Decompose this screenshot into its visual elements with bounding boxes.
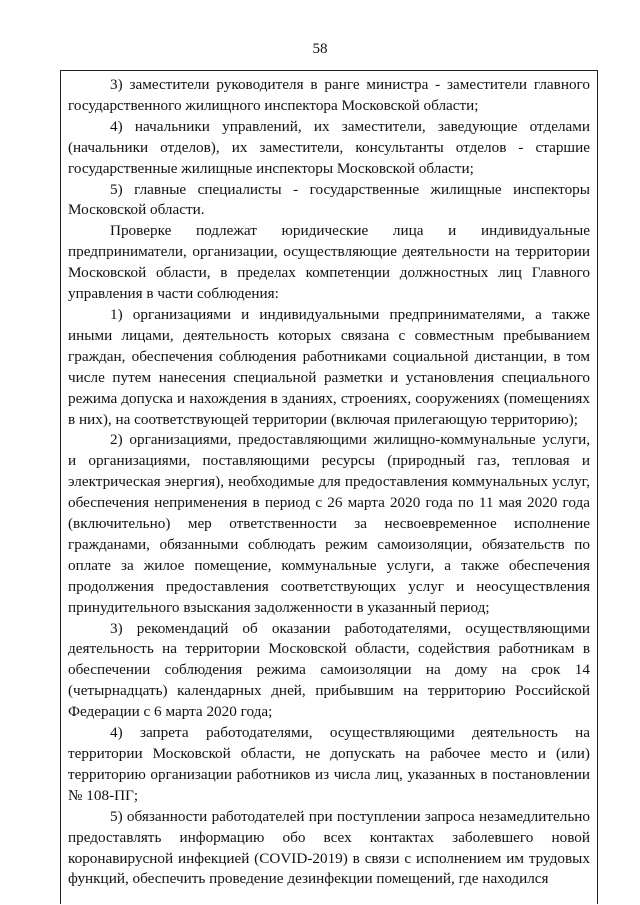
paragraph-item-1-social-distance: 1) организациями и индивидуальными предпринимателями, а также иными лицами, деятельность которых связана с совместным пребыванием граждан, обеспечения соблюдения работниками социальной дистанции, в том числе путем нанесения специальной разметки и установления специального режима допуска и нахождения в зданиях, строениях, сооружениях (помещениях в них), на соответствующей территории (включая прилегающую территорию);: [68, 305, 590, 428]
page-number: 58: [312, 41, 328, 57]
paragraph-chief-specialists: 5) главные специалисты - государственные жилищные инспекторы Московской области.: [68, 180, 590, 219]
paragraph-item-3-self-isolation: 3) рекомендаций об оказании работодателями, осуществляющими деятельность на территории Московской области, содействия работникам в обеспечении соблюдения режима самоизоляции на дому на срок 14 (четырнадцать) календарных дней, прибывшим на территорию Российской Федерации с 6 марта 2020 года;: [68, 619, 590, 721]
paragraph-department-heads: 4) начальники управлений, их заместители, заведующие отделами (начальники отделов), их заместители, консультанты отделов - старшие государственные жилищные инспекторы Московской области;: [68, 117, 590, 177]
paragraph-item-5-employer-duties: 5) обязанности работодателей при поступлении запроса незамедлительно предоставлять информацию обо всех контактах заболевшего новой коронавирусной инфекцией (COVID-2019) в связи с исполнением им трудовых функций, обеспечить проведение дезинфекции помещений, где находился: [68, 807, 590, 888]
paragraph-inspection-subjects: Проверке подлежат юридические лица и индивидуальные предприниматели, организации, осуществляющие деятельности на территории Московской области, в пределах компетенции должностных лиц Главного управления в части соблюдения:: [68, 222, 590, 303]
paragraph-item-4-workplace-ban: 4) запрета работодателями, осуществляющими деятельность на территории Московской области, не допускать на рабочее место и (или) территорию организации работников из числа лиц, указанных в постановлении № 108-ПГ;: [68, 724, 590, 804]
text-frame: [60, 70, 598, 904]
paragraph-deputy-heads: 3) заместители руководителя в ранге министра - заместители главного государственного жилищного инспектора Московской области;: [68, 76, 590, 114]
paragraph-item-2-utilities: 2) организациями, предоставляющими жилищно-коммунальные услуги, и организациями, поставляющими ресурсы (природный газ, тепловая и электрическая энергия), необходимые для предоставления коммунальных услуг, обеспечения неприменения в период с 26 марта 2020 года по 11 мая 2020 года (включительно) мер ответственности за несвоевременное исполнение гражданами, обязанными соблюдать режим самоизоляции, обязательств по оплате за жилое помещение, коммунальные услуги, а также обеспечения продолжения предоставления соответствующих услуг и неосуществления принудительного взыскания задолженности в указанный период;: [68, 431, 590, 616]
